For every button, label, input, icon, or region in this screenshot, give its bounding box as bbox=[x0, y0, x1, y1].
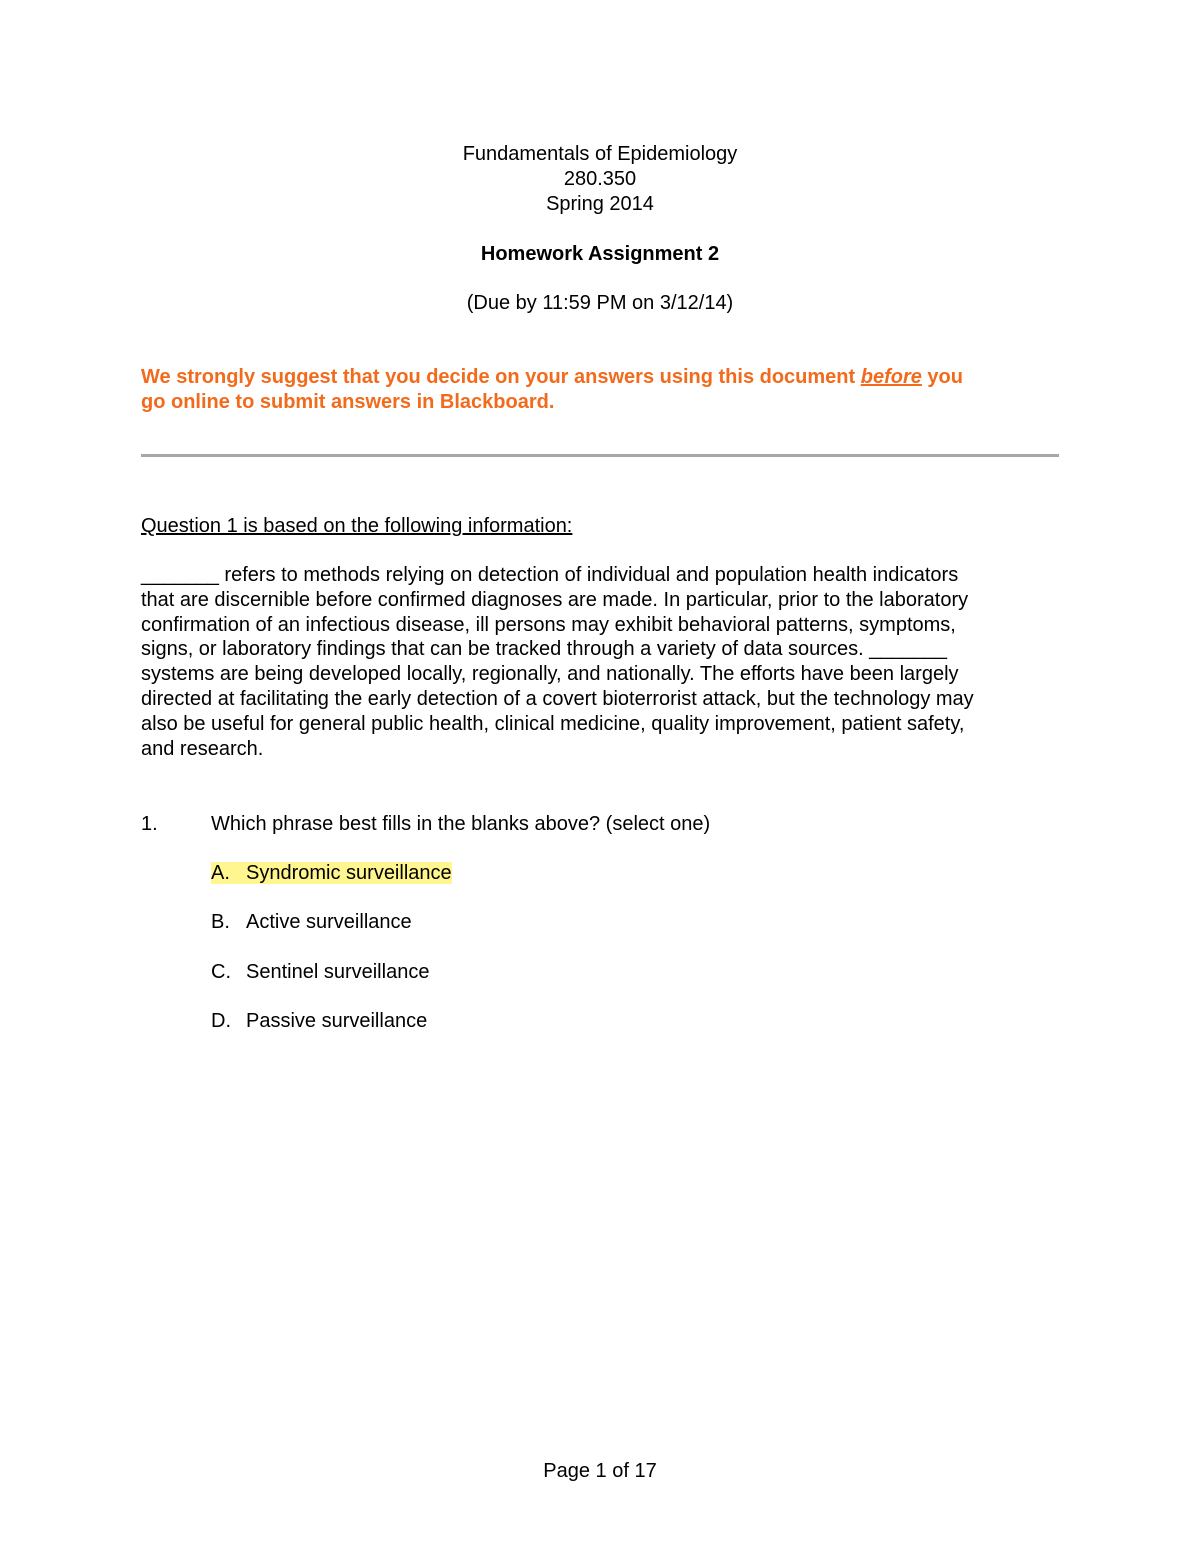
notice-emphasis: before bbox=[860, 366, 922, 388]
course-number: 280.350 bbox=[563, 167, 637, 190]
section-divider bbox=[141, 454, 1059, 457]
option-letter: B. bbox=[211, 911, 230, 933]
passage-line: _______ refers to methods relying on detection of individual and population health indicators bbox=[141, 564, 959, 586]
submission-notice bbox=[141, 365, 1061, 415]
question-text: Which phrase best fills in the blanks above? (select one) bbox=[211, 813, 711, 835]
course-term: Spring 2014 bbox=[546, 192, 654, 215]
option-b bbox=[211, 910, 412, 934]
passage-line: also be useful for general public health, clinical medicine, quality improvement, patient safety, bbox=[141, 712, 965, 735]
course-header bbox=[0, 142, 1200, 216]
notice-text-part2: you bbox=[921, 366, 963, 388]
page-footer: Page 1 of 17 bbox=[543, 1460, 657, 1482]
passage-line: confirmation of an infectious disease, ill persons may exhibit behavioral patterns, symptoms, bbox=[141, 613, 956, 636]
option-letter: A. bbox=[211, 862, 230, 884]
option-d bbox=[211, 1009, 427, 1033]
passage-line: and research. bbox=[141, 737, 264, 760]
due-date: (Due by 11:59 PM on 3/12/14) bbox=[466, 292, 734, 314]
passage-line: directed at facilitating the early detection of a covert bioterrorist attack, but the technology may bbox=[141, 687, 974, 710]
option-text: Syndromic surveillance bbox=[246, 862, 452, 884]
passage-line: signs, or laboratory findings that can be tracked through a variety of data sources. _______ bbox=[141, 638, 948, 661]
question-number: 1. bbox=[141, 813, 158, 835]
assignment-title: Homework Assignment 2 bbox=[480, 243, 720, 265]
option-text: Active surveillance bbox=[246, 911, 412, 933]
question-intro: Question 1 is based on the following information: bbox=[141, 515, 573, 537]
information-passage bbox=[141, 563, 1061, 761]
option-letter: D. bbox=[211, 1010, 231, 1032]
course-title: Fundamentals of Epidemiology bbox=[462, 143, 738, 165]
option-text: Passive surveillance bbox=[246, 1010, 428, 1032]
option-letter: C. bbox=[211, 961, 231, 983]
notice-text-line2: go online to submit answers in Blackboard. bbox=[141, 391, 555, 413]
option-c bbox=[211, 960, 429, 984]
notice-text-part1: We strongly suggest that you decide on your answers using this document bbox=[141, 366, 861, 388]
passage-line: that are discernible before confirmed diagnoses are made. In particular, prior to the laboratory bbox=[141, 588, 969, 611]
option-a bbox=[211, 861, 452, 885]
passage-line: systems are being developed locally, regionally, and nationally. The efforts have been largely bbox=[141, 663, 959, 686]
option-text: Sentinel surveillance bbox=[246, 961, 430, 983]
